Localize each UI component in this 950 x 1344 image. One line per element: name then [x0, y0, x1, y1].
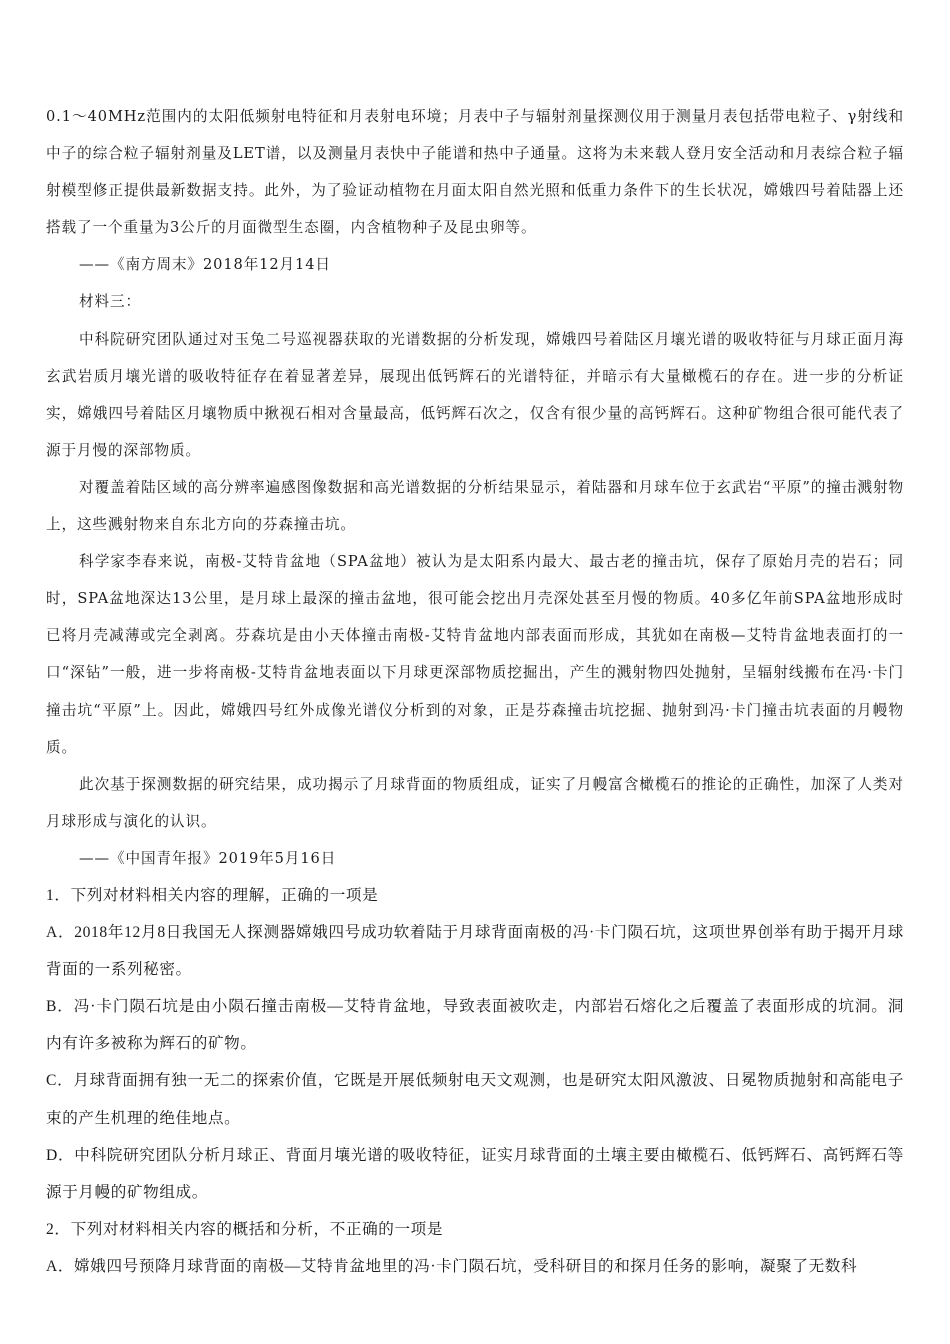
question-1-stem: 1．下列对材料相关内容的理解，正确的一项是 [46, 886, 379, 904]
material3-paragraph-2: 对覆盖着陆区域的高分辨率遍感图像数据和高光谱数据的分析结果显示，着陆器和月球车位于玄武岩“平原”的撞击溅射物上，这些溅射物来自东北方向的芬森撞击坑。 [46, 478, 904, 534]
question-1-option-b: B．冯·卡门陨石坑是由小陨石撞击南极—艾特肯盆地，导致表面被吹走，内部岩石熔化之后覆盖了表面形成的坑洞。洞内有许多被称为辉石的矿物。 [46, 998, 904, 1053]
source-southern-weekly: ——《南方周末》2018年12月14日 [79, 256, 331, 274]
question-1-option-c: C．月球背面拥有独一无二的探索价值，它既是开展低频射电天文观测，也是研究太阳风激波、日冕物质抛射和高能电子束的产生机理的绝佳地点。 [46, 1072, 904, 1127]
material3-heading: 材料三： [79, 293, 141, 311]
question-2-stem: 2．下列对材料相关内容的概括和分析，不正确的一项是 [46, 1220, 444, 1238]
source-china-youth-daily: ——《中国青年报》2019年5月16日 [79, 849, 337, 867]
material3-paragraph-1: 中科院研究团队通过对玉兔二号巡视器获取的光谱数据的分析发现，嫦娥四号着陆区月壤光谱的吸收特征与月球正面月海玄武岩质月壤光谱的吸收特征存在着显著差异，展现出低钙辉石的光谱特征，并暗示有大量橄榄石的存在。进一步的分析证实，嫦娥四号着陆区月壤物质中揪视石相对含量最高，低钙辉石次之，仅含有很少量的高钙辉石。这种矿物组合很可能代表了源于月慢的深部物质。 [46, 330, 904, 459]
document-page [46, 98, 904, 1285]
question-2-option-a: A．嫦娥四号预降月球背面的南极—艾特肯盆地里的冯·卡门陨石坑，受科研目的和探月任务的影响，凝聚了无数科 [46, 1257, 858, 1275]
material3-paragraph-4: 此次基于探测数据的研究结果，成功揭示了月球背面的物质组成，证实了月幔富含橄榄石的推论的正确性，加深了人类对月球形成与演化的认识。 [46, 775, 904, 830]
question-1-option-a: A．2018年12月8日我国无人探测器嫦娥四号成功软着陆于月球背面南极的冯·卡门陨石坑，这项世界创举有助于揭开月球背面的一系列秘密。 [46, 924, 904, 979]
material3-paragraph-3: 科学家李春来说，南极-艾特肯盆地（SPA盆地）被认为是太阳系内最大、最古老的撞击坑，保存了原始月壳的岩石；同时，SPA盆地深达13公里，是月球上最深的撞击盆地，很可能会挖出月壳深处甚至月慢的物质。40多亿年前SPA盆地形成时已将月壳减薄或完全剥离。芬森坑是由小天体撞击南极-艾特肯盆地内部表面而形成，其犹如在南极—艾特肯盆地表面打的一口“深钻”一般，进一步将南极-艾特肯盆地表面以下月球更深部物质挖掘出，产生的溅射物四处抛射，呈辐射线搬布在冯·卡门撞击坑“平原”上。因此，嫦娥四号红外成像光谱仪分析到的对象，正是芬森撞击坑挖掘、抛射到冯·卡门撞击坑表面的月幔物质。 [46, 553, 904, 756]
question-1-option-d: D．中科院研究团队分析月球正、背面月壤光谱的吸收特征，证实月球背面的土壤主要由橄榄石、低钙辉石、高钙辉石等源于月幔的矿物组成。 [46, 1146, 904, 1201]
material2-tail-paragraph: 0.1～40MHz范围内的太阳低频射电特征和月表射电环境；月表中子与辐射剂量探测仪用于测量月表包括带电粒子、γ射线和中子的综合粒子辐射剂量及LET谱，以及测量月表快中子能谱和热中子通量。这将为未来载人登月安全活动和月表综合粒子辐射模型修正提供最新数据支持。此外，为了验证动植物在月面太阳自然光照和低重力条件下的生长状况，嫦娥四号着陆器上还搭载了一个重量为3公斤的月面微型生态圈，内含植物种子及昆虫卵等。 [46, 108, 904, 237]
